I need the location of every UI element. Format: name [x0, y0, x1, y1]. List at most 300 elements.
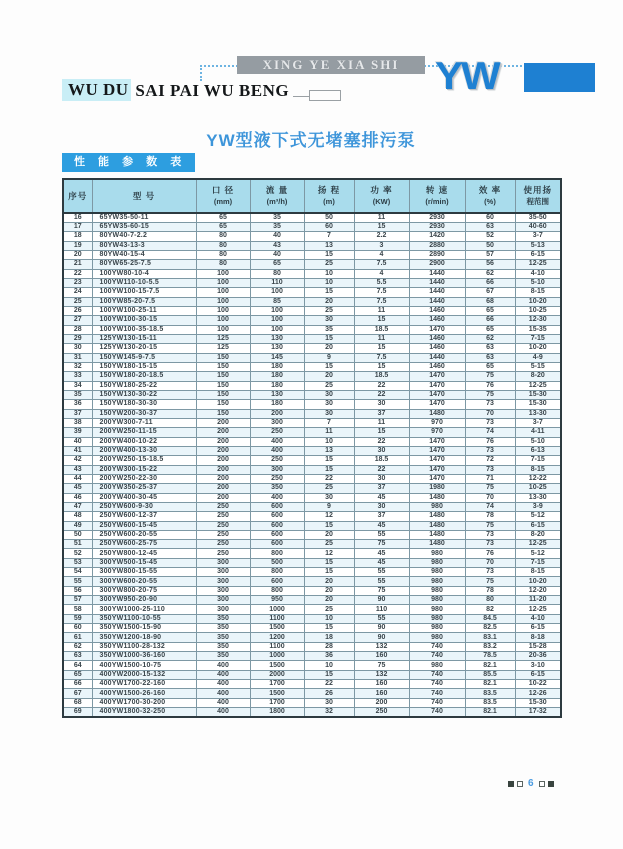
cell-range: 40-60	[515, 223, 561, 232]
cell-head: 10	[304, 437, 354, 446]
cell-model: 200YW400-13-30	[92, 446, 196, 455]
cell-model: 200YW250-15-18.5	[92, 456, 196, 465]
cell-index: 32	[63, 362, 92, 371]
cell-head: 20	[304, 586, 354, 595]
cell-efficiency: 70	[465, 493, 515, 502]
cell-flow: 350	[250, 484, 304, 493]
cell-index: 66	[63, 680, 92, 689]
cell-flow: 800	[250, 549, 304, 558]
cell-range: 8-20	[515, 372, 561, 381]
cell-model: 350YW1100-10-55	[92, 614, 196, 623]
table-head-row	[63, 179, 561, 213]
table-row	[63, 502, 561, 511]
cell-power: 7.5	[354, 297, 409, 306]
cell-diameter: 300	[196, 568, 250, 577]
cell-flow: 1800	[250, 708, 304, 718]
cell-speed: 1460	[409, 306, 465, 315]
cell-range: 8-20	[515, 530, 561, 539]
cell-head: 7	[304, 232, 354, 241]
cell-power: 30	[354, 502, 409, 511]
cell-flow: 180	[250, 362, 304, 371]
cell-diameter: 200	[196, 465, 250, 474]
cell-diameter: 200	[196, 456, 250, 465]
cell-flow: 1700	[250, 698, 304, 707]
cell-diameter: 350	[196, 624, 250, 633]
cell-power: 55	[354, 530, 409, 539]
cell-efficiency: 70	[465, 409, 515, 418]
cell-power: 75	[354, 540, 409, 549]
cell-flow: 35	[250, 223, 304, 232]
cell-head: 20	[304, 577, 354, 586]
cell-range: 10-25	[515, 306, 561, 315]
cell-head: 30	[304, 698, 354, 707]
cell-model: 300YW600-20-55	[92, 577, 196, 586]
cell-head: 15	[304, 250, 354, 259]
cell-range: 4-9	[515, 353, 561, 362]
cell-range: 6-15	[515, 670, 561, 679]
cell-flow: 600	[250, 502, 304, 511]
cell-model: 150YW145-9-7.5	[92, 353, 196, 362]
cell-power: 30	[354, 474, 409, 483]
cell-efficiency: 74	[465, 428, 515, 437]
cell-head: 15	[304, 465, 354, 474]
cell-range: 8-18	[515, 633, 561, 642]
cell-speed: 1480	[409, 540, 465, 549]
cell-range: 5-15	[515, 362, 561, 371]
table-row	[63, 614, 561, 623]
cell-efficiency: 84.5	[465, 614, 515, 623]
cell-model: 65YW35-50-11	[92, 213, 196, 223]
cell-speed: 740	[409, 689, 465, 698]
cell-flow: 65	[250, 260, 304, 269]
table-row	[63, 278, 561, 287]
cell-model: 400YW1500-10-75	[92, 661, 196, 670]
cell-flow: 2000	[250, 670, 304, 679]
cell-diameter: 200	[196, 418, 250, 427]
cell-model: 400YW1700-22-160	[92, 680, 196, 689]
cell-speed: 740	[409, 698, 465, 707]
cell-speed: 1470	[409, 325, 465, 334]
cell-speed: 1460	[409, 334, 465, 343]
cell-model: 200YW250-11-15	[92, 428, 196, 437]
cell-power: 4	[354, 269, 409, 278]
cell-speed: 980	[409, 502, 465, 511]
cell-model: 150YW180-20-18.5	[92, 372, 196, 381]
performance-parameters-label: 性 能 参 数 表	[62, 153, 195, 172]
cell-diameter: 200	[196, 446, 250, 455]
cell-head: 20	[304, 372, 354, 381]
cell-flow: 1700	[250, 680, 304, 689]
cell-head: 15	[304, 362, 354, 371]
yw-logo: YW	[435, 53, 499, 98]
cell-diameter: 80	[196, 241, 250, 250]
cell-efficiency: 75	[465, 390, 515, 399]
cell-flow: 600	[250, 530, 304, 539]
cell-power: 15	[354, 362, 409, 371]
cell-range: 6-13	[515, 446, 561, 455]
cell-index: 20	[63, 250, 92, 259]
cell-model: 150YW180-25-22	[92, 381, 196, 390]
cell-speed: 740	[409, 642, 465, 651]
cell-head: 35	[304, 325, 354, 334]
cell-index: 22	[63, 269, 92, 278]
cell-flow: 600	[250, 577, 304, 586]
cell-diameter: 350	[196, 614, 250, 623]
cell-diameter: 100	[196, 269, 250, 278]
cell-speed: 1470	[409, 474, 465, 483]
cell-efficiency: 78	[465, 512, 515, 521]
cell-diameter: 125	[196, 344, 250, 353]
cell-range: 5-12	[515, 549, 561, 558]
cell-head: 32	[304, 708, 354, 718]
cell-range: 3-7	[515, 418, 561, 427]
cell-flow: 250	[250, 456, 304, 465]
cell-speed: 1470	[409, 400, 465, 409]
cell-index: 55	[63, 577, 92, 586]
cell-range: 12-30	[515, 316, 561, 325]
cell-range: 17-32	[515, 708, 561, 718]
cell-efficiency: 68	[465, 297, 515, 306]
cell-index: 43	[63, 465, 92, 474]
cell-speed: 740	[409, 670, 465, 679]
table-row	[63, 670, 561, 679]
table-row	[63, 409, 561, 418]
cell-efficiency: 57	[465, 250, 515, 259]
cell-head: 18	[304, 633, 354, 642]
cell-efficiency: 72	[465, 456, 515, 465]
cell-diameter: 150	[196, 362, 250, 371]
cell-range: 11-20	[515, 596, 561, 605]
cell-head: 22	[304, 680, 354, 689]
cell-speed: 1480	[409, 409, 465, 418]
cell-diameter: 250	[196, 512, 250, 521]
cell-flow: 500	[250, 558, 304, 567]
cell-efficiency: 73	[465, 568, 515, 577]
cell-power: 55	[354, 577, 409, 586]
cell-range: 6-15	[515, 521, 561, 530]
cell-head: 15	[304, 521, 354, 530]
cell-range: 13-30	[515, 493, 561, 502]
cell-index: 31	[63, 353, 92, 362]
cell-efficiency: 60	[465, 213, 515, 223]
cell-speed: 970	[409, 418, 465, 427]
cell-flow: 1100	[250, 642, 304, 651]
cell-range: 5-10	[515, 437, 561, 446]
cell-diameter: 100	[196, 278, 250, 287]
cell-power: 160	[354, 652, 409, 661]
cell-efficiency: 82.1	[465, 680, 515, 689]
cell-model: 100YW85-20-7.5	[92, 297, 196, 306]
cell-model: 300YW800-20-75	[92, 586, 196, 595]
cell-head: 12	[304, 512, 354, 521]
cell-index: 48	[63, 512, 92, 521]
cell-speed: 2930	[409, 213, 465, 223]
cell-flow: 400	[250, 437, 304, 446]
col-header-diameter: 口 径 (mm)	[196, 179, 250, 213]
cell-efficiency: 82.5	[465, 624, 515, 633]
cell-model: 200YW250-22-30	[92, 474, 196, 483]
cell-model: 100YW100-15-7.5	[92, 288, 196, 297]
cell-speed: 980	[409, 614, 465, 623]
cell-head: 20	[304, 344, 354, 353]
cell-range: 13-30	[515, 409, 561, 418]
cell-speed: 1470	[409, 372, 465, 381]
square-filled-icon	[548, 781, 554, 787]
cell-speed: 2880	[409, 241, 465, 250]
cell-head: 30	[304, 493, 354, 502]
cell-power: 30	[354, 400, 409, 409]
cell-index: 56	[63, 586, 92, 595]
table-row	[63, 437, 561, 446]
cell-efficiency: 82.1	[465, 661, 515, 670]
cell-model: 250YW600-15-45	[92, 521, 196, 530]
table-row	[63, 586, 561, 595]
cell-index: 29	[63, 334, 92, 343]
cell-speed: 1470	[409, 456, 465, 465]
cell-flow: 100	[250, 306, 304, 315]
cell-diameter: 250	[196, 502, 250, 511]
cell-power: 55	[354, 568, 409, 577]
cell-index: 39	[63, 428, 92, 437]
cell-model: 150YW130-30-22	[92, 390, 196, 399]
cell-head: 30	[304, 409, 354, 418]
cell-efficiency: 83.5	[465, 698, 515, 707]
cell-efficiency: 74	[465, 502, 515, 511]
cell-power: 160	[354, 680, 409, 689]
cell-index: 51	[63, 540, 92, 549]
cell-head: 15	[304, 670, 354, 679]
cell-model: 100YW80-10-4	[92, 269, 196, 278]
cell-flow: 130	[250, 390, 304, 399]
cell-diameter: 125	[196, 334, 250, 343]
cell-efficiency: 75	[465, 484, 515, 493]
cell-power: 22	[354, 381, 409, 390]
cell-range: 4-11	[515, 428, 561, 437]
cell-power: 55	[354, 614, 409, 623]
cell-range: 12-25	[515, 605, 561, 614]
cell-range: 12-25	[515, 381, 561, 390]
cell-index: 52	[63, 549, 92, 558]
cell-range: 12-26	[515, 689, 561, 698]
cell-diameter: 250	[196, 549, 250, 558]
cell-index: 27	[63, 316, 92, 325]
cell-speed: 1440	[409, 288, 465, 297]
cell-speed: 1470	[409, 446, 465, 455]
cell-index: 42	[63, 456, 92, 465]
table-row	[63, 381, 561, 390]
cell-range: 3-10	[515, 661, 561, 670]
cell-range: 4-10	[515, 269, 561, 278]
cell-index: 63	[63, 652, 92, 661]
cell-index: 21	[63, 260, 92, 269]
cell-head: 15	[304, 624, 354, 633]
cell-range: 15-30	[515, 698, 561, 707]
cell-flow: 100	[250, 288, 304, 297]
cell-index: 24	[63, 288, 92, 297]
table-row	[63, 325, 561, 334]
table-row	[63, 484, 561, 493]
cell-flow: 40	[250, 250, 304, 259]
table-row	[63, 306, 561, 315]
cell-model: 400YW2000-15-132	[92, 670, 196, 679]
cell-speed: 1980	[409, 484, 465, 493]
table-row	[63, 577, 561, 586]
table-row	[63, 316, 561, 325]
cell-speed: 980	[409, 661, 465, 670]
cell-diameter: 250	[196, 521, 250, 530]
cell-speed: 980	[409, 558, 465, 567]
cell-range: 35-50	[515, 213, 561, 223]
cell-power: 11	[354, 334, 409, 343]
cell-head: 11	[304, 428, 354, 437]
cell-head: 30	[304, 390, 354, 399]
table-row	[63, 334, 561, 343]
cell-power: 37	[354, 409, 409, 418]
cell-efficiency: 75	[465, 521, 515, 530]
cell-index: 26	[63, 306, 92, 315]
cell-model: 65YW35-60-15	[92, 223, 196, 232]
cell-head: 25	[304, 306, 354, 315]
cell-speed: 1440	[409, 278, 465, 287]
cell-flow: 200	[250, 409, 304, 418]
cell-flow: 400	[250, 446, 304, 455]
cell-range: 12-22	[515, 474, 561, 483]
cell-index: 30	[63, 344, 92, 353]
cell-diameter: 65	[196, 223, 250, 232]
cell-speed: 980	[409, 568, 465, 577]
cell-speed: 1440	[409, 353, 465, 362]
cell-model: 300YW1000-25-110	[92, 605, 196, 614]
cell-power: 7.5	[354, 260, 409, 269]
cell-flow: 145	[250, 353, 304, 362]
cell-head: 28	[304, 642, 354, 651]
cell-efficiency: 52	[465, 232, 515, 241]
cell-speed: 1440	[409, 269, 465, 278]
brand-text-highlighted: WU DU	[62, 79, 131, 101]
cell-head: 20	[304, 530, 354, 539]
cell-diameter: 200	[196, 493, 250, 502]
cell-index: 28	[63, 325, 92, 334]
brand-line	[62, 79, 341, 101]
cell-model: 100YW100-25-11	[92, 306, 196, 315]
table-row	[63, 689, 561, 698]
cell-flow: 80	[250, 269, 304, 278]
cell-speed: 1460	[409, 316, 465, 325]
cell-diameter: 150	[196, 390, 250, 399]
col-header-speed: 转 速 (r/min)	[409, 179, 465, 213]
cell-model: 200YW350-25-37	[92, 484, 196, 493]
cell-range: 7-15	[515, 334, 561, 343]
cell-speed: 740	[409, 708, 465, 718]
cell-range: 4-10	[515, 614, 561, 623]
cell-head: 30	[304, 400, 354, 409]
cell-range: 3-9	[515, 502, 561, 511]
cell-power: 45	[354, 549, 409, 558]
brand-tab-rect	[309, 90, 341, 101]
cell-flow: 950	[250, 596, 304, 605]
cell-range: 15-35	[515, 325, 561, 334]
table-row	[63, 223, 561, 232]
cell-power: 11	[354, 418, 409, 427]
cell-efficiency: 67	[465, 288, 515, 297]
cell-head: 25	[304, 484, 354, 493]
cell-speed: 1470	[409, 390, 465, 399]
cell-index: 62	[63, 642, 92, 651]
cell-diameter: 400	[196, 708, 250, 718]
cell-head: 13	[304, 241, 354, 250]
cell-model: 200YW400-30-45	[92, 493, 196, 502]
table-row	[63, 260, 561, 269]
cell-head: 9	[304, 502, 354, 511]
cell-flow: 43	[250, 241, 304, 250]
cell-index: 64	[63, 661, 92, 670]
cell-index: 67	[63, 689, 92, 698]
cell-index: 65	[63, 670, 92, 679]
cell-flow: 300	[250, 465, 304, 474]
cell-diameter: 200	[196, 437, 250, 446]
cell-efficiency: 85.5	[465, 670, 515, 679]
table-row	[63, 624, 561, 633]
cell-range: 3-7	[515, 232, 561, 241]
cell-speed: 1470	[409, 437, 465, 446]
cell-index: 40	[63, 437, 92, 446]
cell-head: 50	[304, 213, 354, 223]
table-body	[63, 213, 561, 717]
cell-power: 45	[354, 493, 409, 502]
col-header-power: 功 率 (KW)	[354, 179, 409, 213]
cell-flow: 600	[250, 540, 304, 549]
table-row	[63, 680, 561, 689]
cell-model: 250YW600-20-55	[92, 530, 196, 539]
cell-head: 13	[304, 446, 354, 455]
table-row	[63, 465, 561, 474]
cell-efficiency: 73	[465, 530, 515, 539]
cell-model: 200YW300-7-11	[92, 418, 196, 427]
cell-index: 35	[63, 390, 92, 399]
cell-head: 7	[304, 418, 354, 427]
table-row	[63, 400, 561, 409]
cell-range: 5-12	[515, 512, 561, 521]
cell-speed: 740	[409, 680, 465, 689]
cell-index: 34	[63, 381, 92, 390]
cell-efficiency: 73	[465, 540, 515, 549]
cell-range: 20-36	[515, 652, 561, 661]
cell-diameter: 100	[196, 316, 250, 325]
cell-flow: 85	[250, 297, 304, 306]
cell-speed: 1460	[409, 344, 465, 353]
cell-index: 47	[63, 502, 92, 511]
cell-speed: 980	[409, 624, 465, 633]
cell-range: 10-20	[515, 577, 561, 586]
cell-model: 250YW600-9-30	[92, 502, 196, 511]
cell-range: 15-28	[515, 642, 561, 651]
table-row	[63, 652, 561, 661]
cell-efficiency: 63	[465, 344, 515, 353]
cell-power: 90	[354, 633, 409, 642]
cell-model: 80YW40-15-4	[92, 250, 196, 259]
brand-text: SAI PAI WU BENG	[130, 81, 290, 100]
cell-index: 59	[63, 614, 92, 623]
cell-model: 150YW200-30-37	[92, 409, 196, 418]
cell-head: 30	[304, 316, 354, 325]
cell-index: 25	[63, 297, 92, 306]
table-row	[63, 297, 561, 306]
cell-diameter: 80	[196, 260, 250, 269]
cell-flow: 130	[250, 334, 304, 343]
cell-power: 132	[354, 670, 409, 679]
table-row	[63, 390, 561, 399]
cell-model: 150YW180-15-15	[92, 362, 196, 371]
